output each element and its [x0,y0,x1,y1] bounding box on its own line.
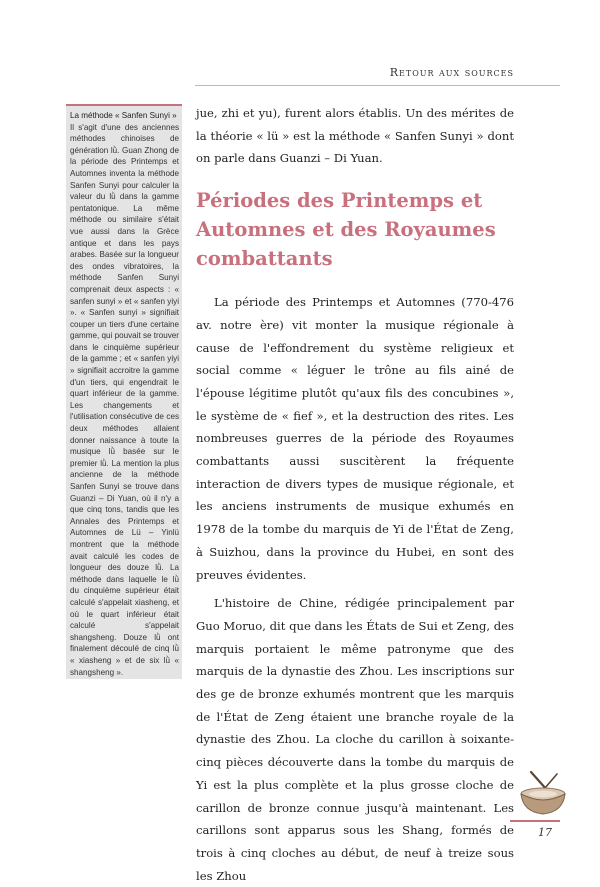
paragraph-1: La période des Printemps et Automnes (770-476 av. notre ère) vit monter la musique régionale à cause de l'effondrement du système religieux et social comme « léguer le trône au fils ainé de l'épouse légitime plutôt qu'aux fils des concubines », le système de « fief », et la destruction des rites. Les nombreuses guerres de la période des Royaumes combattants aussi suscitèrent la fréquente interaction de divers types de musique régionale, et les anciens instruments de musique exhumés en 1978 de la tombe du marquis de Yi de l'État de Zeng, à Suizhou, dans la province du Hubei, en sont des preuves évidentes. [196,295,514,582]
footer-divider [510,820,560,822]
sidebar-note [66,104,182,679]
drum-bowl-icon [517,770,569,818]
paragraph-2: L'histoire de Chine, rédigée principalement par Guo Moruo, dit que dans les États de Sui et Zeng, des marquis portaient le même patronyme que des marquis de la dynastie des Zhou. Les inscriptions sur des ge de bronze exhumés montrent que les marquis de l'État de Zeng étaient une branche royale de la dynastie des Zhou. La cloche du carillon à soixante-cinq pièces découverte dans la tombe du marquis de Yi est la plus complète et la plus grosse cloche de carillon de bronze connue jusqu'à maintenant. Les carillons sont apparus sous les Shang, formés de trois à cinq cloches au début, de neuf à treize sous les Zhou [196,596,514,883]
header-divider [195,85,560,86]
main-text [196,102,514,887]
running-header: Retour aux sources [389,66,514,79]
page-number: 17 [538,826,552,839]
sidebar-body: Il s'agit d'une des anciennes méthodes chinoises de génération lǜ. Guan Zhong de la période des Printemps et Automnes inventa la méthode Sanfen Sunyi pour calculer la valeur du lǜ dans la gamme pentatonique. La même méthode ou similaire s'était vue aussi dans la Grèce antique et dans les pays arabes. Basée sur la longueur des ondes vibratoires, la méthode Sanfen Sunyi comprenait deux aspects : « sanfen sunyi » et « sanfen yiyi ». « Sanfen sunyi » signifiait couper un tiers d'une certaine gamme, qui pouvait se trouver dans le cinquième supérieur de la gamme ; et « sanfen yiyi » signifiait accroitre la gamme d'un tiers, qui engendrait le quart inférieur de la gamme. Les changements et l'utilisation consécutive de ces deux méthodes allaient donner naissance à toute la musique lǜ basée sur le premier lǜ. La mention la plus ancienne de la méthode Sanfen Sunyi se trouve dans Guanzi – Di Yuan, où il n'y a que cinq tons, tandis que les Annales des Printemps et Automnes de Lü – Yinlü montrent que la méthode avait calculé les codes de longueur des douze lǜ. La méthode dans laquelle le lǜ du cinquième supérieur était calculé s'appelait xiasheng, et où le quart inférieur était calculé s'appelait shangsheng. Douze lǜ ont finalement découlé de cinq lǜ « xiasheng » et de six lǜ « shangsheng ». [70,122,179,677]
intro-paragraph: jue, zhi et yu), furent alors établis. Un des mérites de la théorie « lü » est la méthode « Sanfen Sunyi » dont on parle dans Guanzi – Di Yuan. [196,106,514,166]
sidebar-title: La méthode « Sanfen Sunyi » [70,111,177,120]
section-heading: Périodes des Printemps et Automnes et des Royaumes combattants [196,189,496,271]
